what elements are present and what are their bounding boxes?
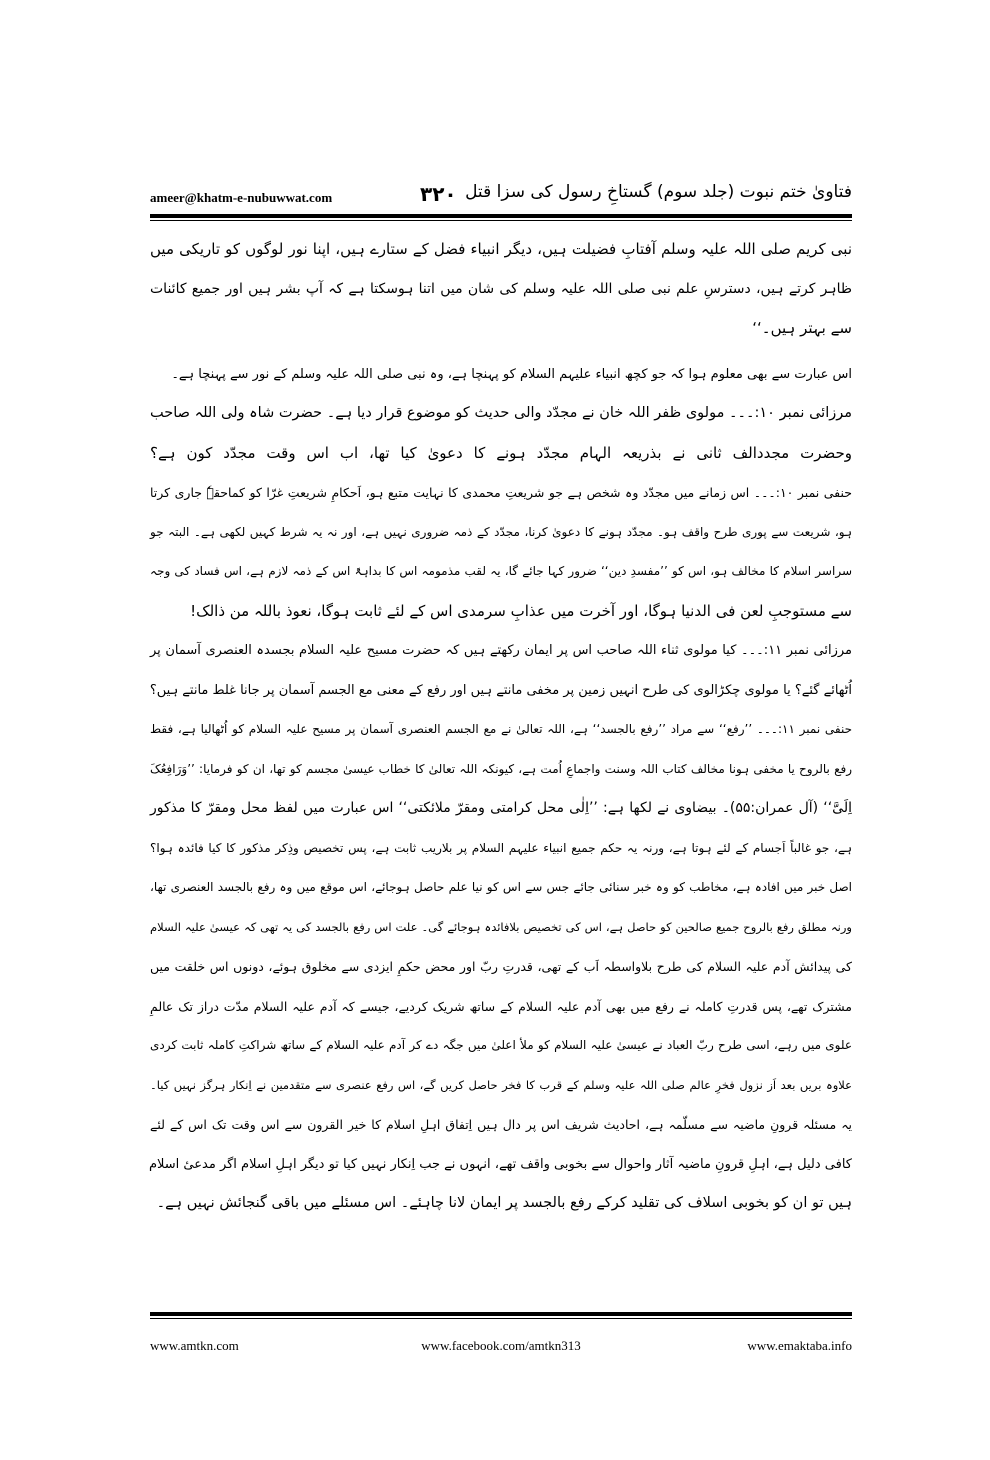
text-line: سے بہتر ہیں۔‘‘ [752,319,852,337]
book-title: فتاویٰ ختم نبوت (جلد سوم) گستاخِ رسول کی سزا قتل [465,182,852,202]
footer-link-amtkn[interactable]: www.amtkn.com [150,1338,239,1353]
page-header [150,182,852,212]
text-line: حنفی نمبر ۱۱:۔۔۔ ’’رفع‘‘ سے مراد ’’رفع بالجسد‘‘ ہے، اللہ تعالیٰ نے مع الجسم العنصری آسمان پر مسیح علیہ السلام کو اُٹھالیا ہے، فقط [150,722,852,736]
text-line: ہیں تو ان کو بخوبی اسلاف کی تقلید کرکے رفع بالجسد پر ایمان لانا چاہئے۔ اس مسئلے میں باقی گنجائش نہیں ہے۔ [156,1195,852,1211]
text-line: علوی میں رہے، اسی طرح ربّ العباد نے عیسیٰ علیہ السلام کو ملأ اعلیٰ میں جگہ دے کر آدم علیہ السلام کے ساتھ شراکتِ کاملہ ثابت کردی [150,1038,852,1052]
text-line: اصل خبر میں افادہ ہے، مخاطب کو وہ خبر سنائی جائے جس سے اس کو نیا علم حاصل ہوجائے، اس موقع میں وہ رفع بالجسد العنصری تھا، [150,880,852,894]
header-email: ameer@khatm-e-nubuwwat.com [150,190,333,205]
text-line: اِلَیَّ‘‘ (آل عمران:۵۵)۔ بیضاوی نے لکھا ہے: ’’اِلٰی محل کرامتی ومقرّ ملائکتی‘‘ اس عبارت میں لفظ محل ومقرّ کا مذکور [150,800,852,816]
text-line: نبی کریم صلی اللہ علیہ وسلم آفتابِ فضیلت ہیں، دیگر انبیاء فضل کے ستارے ہیں، اپنا نور لوگوں کو تاریکی میں [150,240,852,258]
text-line: مرزائی نمبر ۱۰:۔۔۔ مولوی ظفر اللہ خان نے مجدّد والی حدیث کو موضوع قرار دیا ہے۔ حضرت شاہ ولی اللہ صاحب [150,405,852,421]
footer-divider [150,1312,852,1319]
text-line: سے مستوجبِ لعن فی الدنیا ہوگا، اور آخرت میں عذابِ سرمدی اس کے لئے ثابت ہوگا، نعوذ باللہ من ذالک! [190,601,852,620]
footer-link-emaktaba[interactable]: www.emaktaba.info [747,1338,852,1353]
text-line: سراسر اسلام کا مخالف ہو، اس کو ’’مفسدِ دین‘‘ ضرور کہا جائے گا، یہ لقب مذمومہ اس کا بداہۃً اس کے ذمہ لازم ہے، اس فساد کی وجہ [150,564,852,578]
page-number: ٣٢٠ [420,182,457,206]
text-line: کی پیدائش آدم علیہ السلام کی طرح بلاواسطہ اَب کے تھی، قدرتِ ربّ اور محض حکمِ ایزدی سے مخلوق ہوئے، دونوں اس خلقت میں [150,959,852,974]
text-line: حنفی نمبر ۱۰:۔۔۔ اس زمانے میں مجدّد وہ شخص ہے جو شریعتِ محمدی کا نہایت متبع ہو، اَحکامِ شریعتِ غرّا کو کماحقہٗ جاری کرتا [150,485,853,500]
text-line: علاوہ بریں بعد اَز نزول فخرِ عالم صلی اللہ علیہ وسلم کے قرب کا فخر حاصل کریں گے، اس رفع عنصری سے متقدمین نے اِنکار ہرگز نہیں کیا۔ [150,1077,852,1092]
page-body [150,230,852,1224]
text-line: ہو، شریعت سے پوری طرح واقف ہو۔ مجدّد ہونے کا دعویٰ کرنا، مجدّد کے ذمہ ضروری نہیں ہے، اور نہ یہ شرط کہیں لکھی ہے۔ البتہ جو [150,524,852,539]
text-line: مرزائی نمبر ۱۱:۔۔۔ کیا مولوی ثناء اللہ صاحب اس پر ایمان رکھتے ہیں کہ حضرت مسیح علیہ السلام بجسدہ العنصری آسمان پر [150,643,852,658]
footer-link-facebook[interactable]: www.facebook.com/amtkn313 [421,1338,581,1353]
page-footer [150,1338,852,1358]
text-line: اس عبارت سے بھی معلوم ہوا کہ جو کچھ انبیاء علیہم السلام کو پہنچا ہے، وہ نبی صلی اللہ علیہ وسلم کے نور سے پہنچا ہے۔ [171,366,852,382]
text-line: یہ مسئلہ قرونِ ماضیہ سے مسلّمہ ہے، احادیث شریف اس پر دال ہیں اِتفاق اہلِ اسلام کا خیر القرون سے اس وقت تک اس کے لئے [150,1117,852,1132]
text-line: ہے، جو غالباً اَجسام کے لئے ہوتا ہے، ورنہ یہ حکم جمیع انبیاء علیہم السلام پر بلاریب ثابت ہے، پس تخصیص وذِکر مذکور کا کیا فائدہ ہوا؟ [150,840,852,855]
text-line: رفع بالروح یا مخفی ہونا مخالف کتاب اللہ وسنت واجماعِ اُمت ہے، کیونکہ اللہ تعالیٰ کا خطاب عیسیٰ مجسم کو تھا، ان کو فرمایا: ’’وَرَافِعُکَ [150,761,852,776]
text-line: مشترک تھے، پس قدرتِ کاملہ نے رفع میں بھی آدم علیہ السلام کے ساتھ شریک کردیے، جیسے کہ آدم علیہ السلام مدّت دراز تک عالمِ [150,998,852,1014]
text-line: ظاہر کرتے ہیں، دسترسِ علم نبی صلی اللہ علیہ وسلم کی شان میں اتنا ہوسکتا ہے کہ آپ بشر ہیں اور جمیع کائنات [150,280,852,297]
text-line: اُٹھائے گئے؟ یا مولوی چکڑالوی کی طرح انہیں زمین پر مخفی مانتے ہیں اور رفع کے معنی مع الجسم آسمان پر جانا غلط مانتے ہیں؟ [149,682,852,698]
text-line: کافی دلیل ہے، اہلِ قرونِ ماضیہ آثار واحوال سے بخوبی واقف تھے، انہوں نے جب اِنکار نہیں کیا تو دیگر اہلِ اسلام اگر مدعیٔ اسلام [148,1156,852,1172]
text-line: ورنہ مطلق رفع بالروح جمیع صالحین کو حاصل ہے، اس کی تخصیص بلافائدہ ہوجائے گی۔ علت اس رفع بالجسد کی یہ تھی کہ عیسیٰ علیہ السلام [150,919,852,934]
header-divider [150,214,852,221]
text-line: وحضرت مجددالف ثانی نے بذریعہ الہام مجدّد ہونے کا دعویٰ کیا تھا، اب اس وقت مجدّد کون ہے؟ [150,443,852,462]
